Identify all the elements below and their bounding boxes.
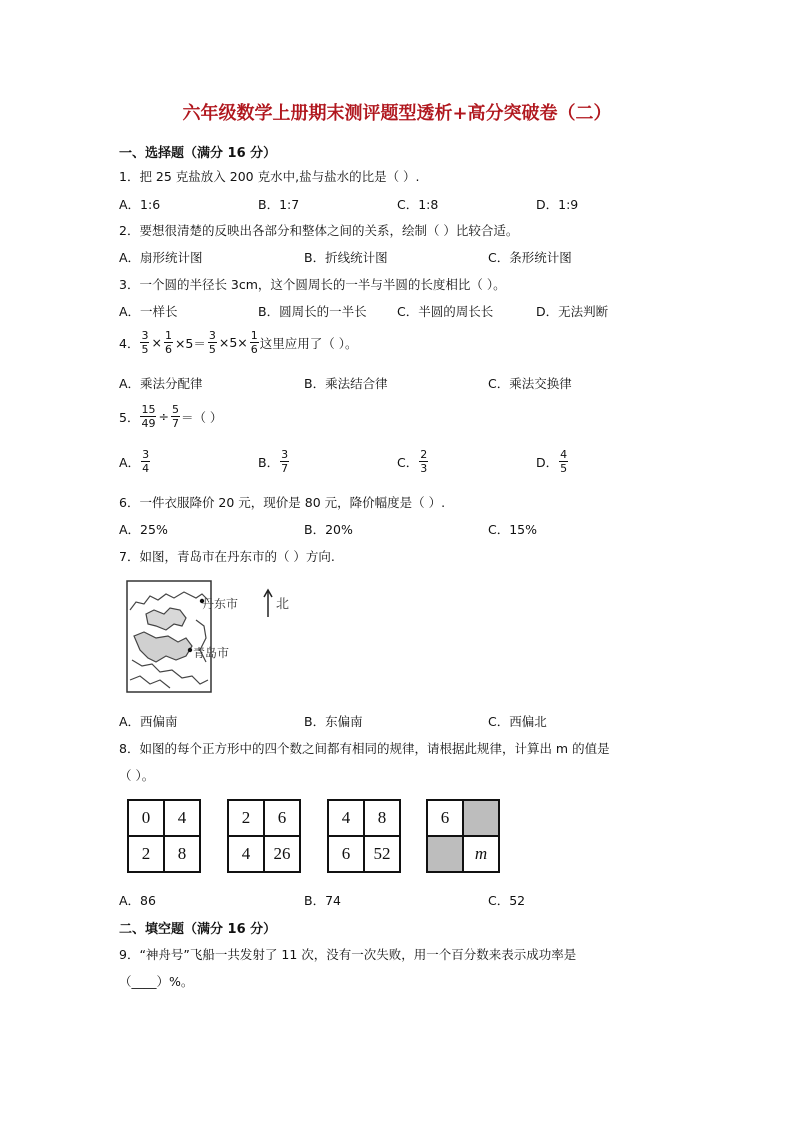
question-2-option-c: C．条形统计图 xyxy=(488,250,572,265)
square-cell: 26 xyxy=(264,836,300,872)
question-1-option-d: D．1:9 xyxy=(536,197,579,212)
square-cell: 52 xyxy=(364,836,400,872)
question-8-text-continued: （ ）。 xyxy=(119,768,155,783)
question-8-option-a: A．86 xyxy=(119,893,156,908)
question-5-option-b: B． $\frac{3}{7}$ xyxy=(258,448,289,475)
question-1-text: 1．把 25 克盐放入 200 克水中,盐与盐水的比是（ ）. xyxy=(119,169,420,184)
section-heading-choice: 一、选择题（满分 16 分） xyxy=(119,146,277,161)
section-heading-fill-in: 二、填空题（满分 16 分） xyxy=(119,922,277,937)
question-5-text: 5． $\frac{15}{49}$ ÷ $\frac{5}{7}$ ＝（ ） xyxy=(119,403,223,430)
question-9-text: 9．“神舟号”飞船一共发射了 11 次，没有一次失败，用一个百分数来表示成功率是 xyxy=(119,947,577,962)
square-cell: 6 xyxy=(264,800,300,836)
question-3-option-c: C．半圆的周长长 xyxy=(397,304,494,319)
square-cell: 0 xyxy=(128,800,164,836)
question-3-option-d: D．无法判断 xyxy=(536,304,609,319)
map-label-qingdao: 青岛市 xyxy=(193,646,230,660)
question-8-text: 8．如图的每个正方形中的四个数之间都有相同的规律，请根据此规律，计算出 m 的值是 xyxy=(119,741,610,756)
question-6-option-c: C．15% xyxy=(488,522,538,537)
page-title: 六年级数学上册期末测评题型透析+高分突破卷（二） xyxy=(182,103,612,124)
square-cell: 2 xyxy=(128,836,164,872)
question-2-text: 2．要想很清楚的反映出各部分和整体之间的关系，绘制（ ）比较合适。 xyxy=(119,223,519,238)
question-6-text: 6．一件衣服降价 20 元，现价是 80 元，降价幅度是（ ）. xyxy=(119,495,446,510)
question-7-option-a: A．西偏南 xyxy=(119,714,178,729)
square-cell-unknown: m xyxy=(463,836,499,872)
question-4-number: 4． xyxy=(119,335,140,351)
map-label-dandong: 丹东市 xyxy=(202,597,239,611)
number-square-2 xyxy=(227,799,301,873)
question-3-option-a: A．一样长 xyxy=(119,304,178,319)
question-5-option-a: A． $\frac{3}{4}$ xyxy=(119,448,150,475)
fraction: $\frac{3}{5}$ xyxy=(208,329,216,356)
question-9-text-continued: （____）%。 xyxy=(119,974,194,989)
question-8-option-b: B．74 xyxy=(304,893,341,908)
question-3-option-b: B．圆周长的一半长 xyxy=(258,304,367,319)
question-4-option-a: A．乘法分配律 xyxy=(119,376,203,391)
map-figure xyxy=(126,580,212,693)
question-2-option-a: A．扇形统计图 xyxy=(119,250,203,265)
question-6-option-a: A．25% xyxy=(119,522,168,537)
square-cell: 4 xyxy=(164,800,200,836)
question-5-option-d: D． $\frac{4}{5}$ xyxy=(536,448,568,475)
square-cell: 4 xyxy=(228,836,264,872)
square-cell: 2 xyxy=(228,800,264,836)
square-cell: 8 xyxy=(164,836,200,872)
question-1-option-a: A．1:6 xyxy=(119,197,161,212)
question-8-option-c: C．52 xyxy=(488,893,526,908)
fraction: $\frac{5}{7}$ xyxy=(171,403,179,430)
question-1-option-b: B．1:7 xyxy=(258,197,300,212)
north-label: 北 xyxy=(276,597,290,612)
fraction: $\frac{1}{6}$ xyxy=(250,329,258,356)
square-cell: 4 xyxy=(328,800,364,836)
question-4-text: 4． $\frac{3}{5}$ × $\frac{1}{6}$ ×5＝ $\frac{3}{5}$ ×5× $\frac{1}{6}$ 这里应用了（ ）。 xyxy=(119,329,358,356)
question-6-option-b: B．20% xyxy=(304,522,353,537)
question-1-option-c: C．1:8 xyxy=(397,197,439,212)
number-square-4 xyxy=(426,799,500,873)
square-cell: 6 xyxy=(328,836,364,872)
square-cell: 6 xyxy=(427,800,463,836)
square-cell: 8 xyxy=(364,800,400,836)
question-5-option-c: C． $\frac{2}{3}$ xyxy=(397,448,428,475)
square-cell-shaded xyxy=(463,800,499,836)
question-7-option-b: B．东偏南 xyxy=(304,714,363,729)
question-4-option-b: B．乘法结合律 xyxy=(304,376,388,391)
number-square-1 xyxy=(127,799,201,873)
fraction: $\frac{15}{49}$ xyxy=(141,403,156,430)
fraction: $\frac{3}{5}$ xyxy=(141,329,149,356)
question-2-option-b: B．折线统计图 xyxy=(304,250,388,265)
qingdao-marker xyxy=(188,648,192,652)
number-square-3 xyxy=(327,799,401,873)
question-7-text: 7．如图，青岛市在丹东市的（ ）方向. xyxy=(119,549,335,564)
fraction: $\frac{1}{6}$ xyxy=(164,329,172,356)
square-cell-shaded xyxy=(427,836,463,872)
question-4-option-c: C．乘法交换律 xyxy=(488,376,572,391)
question-7-option-c: C．西偏北 xyxy=(488,714,547,729)
question-3-text: 3．一个圆的半径长 3cm，这个圆周长的一半与半圆的长度相比（ ）。 xyxy=(119,277,506,292)
